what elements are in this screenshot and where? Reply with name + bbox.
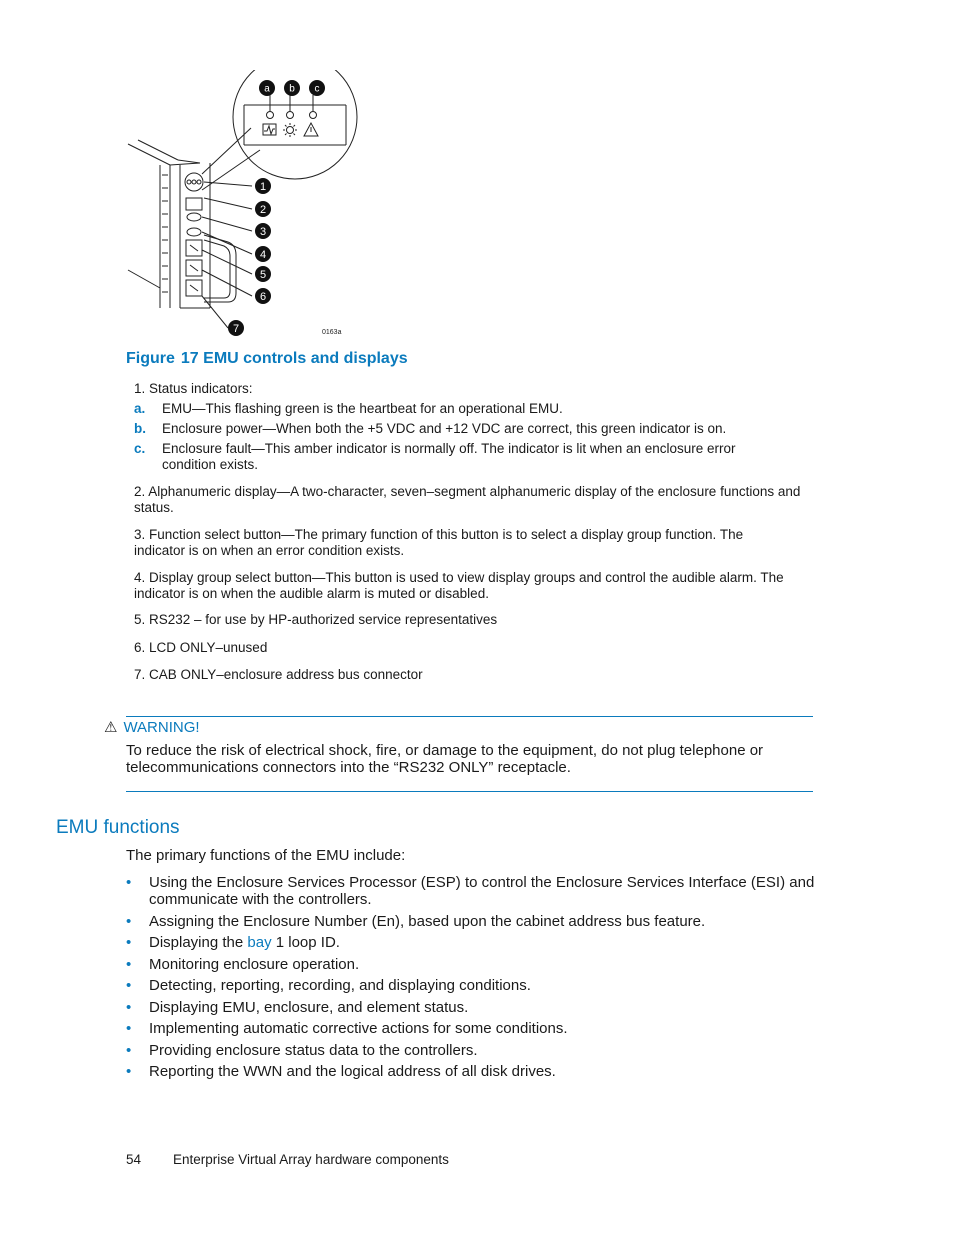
list-item xyxy=(126,1042,816,1059)
list-item xyxy=(126,1063,816,1080)
bay-link[interactable]: bay xyxy=(247,934,272,951)
footer-title: Enterprise Virtual Array hardware components xyxy=(173,1152,449,1167)
list-item xyxy=(126,913,816,930)
bullet-icon: • xyxy=(126,955,132,973)
legend-letter-c: c. xyxy=(134,441,146,456)
callout-3: 3 xyxy=(259,226,267,238)
bullet-icon: • xyxy=(126,977,132,994)
warning-icon: ⚠ xyxy=(104,719,118,736)
list-item-text-after: 1 loop ID. xyxy=(271,934,340,951)
section-heading: EMU functions xyxy=(56,817,180,838)
warning-top-rule xyxy=(126,716,813,717)
warning-body: To reduce the risk of electrical shock, fire, or damage to the equipment, do not plug telephone or telecommunications connectors into the “RS232 ONLY” receptacle. xyxy=(126,742,764,776)
warning-bottom-rule xyxy=(126,791,813,792)
list-item xyxy=(126,1020,816,1037)
figure-caption xyxy=(126,350,408,368)
indicator-c-badge xyxy=(309,80,325,96)
legend-status-heading: 1. Status indicators: xyxy=(134,381,253,396)
figure-code: 0163a xyxy=(322,329,342,336)
bullet-icon: • xyxy=(126,998,132,1016)
bullet-icon: • xyxy=(126,912,132,930)
list-item xyxy=(126,934,816,951)
functions-list xyxy=(126,874,816,1085)
callout-4: 4 xyxy=(259,249,267,261)
indicator-label-b: b xyxy=(289,83,295,95)
callout-1: 1 xyxy=(259,181,267,193)
legend-text-b: Enclosure power—When both the +5 VDC and +12 VDC are correct, this green indicator is on. xyxy=(162,421,727,436)
figure-caption-prefix: Figure xyxy=(126,350,175,367)
list-item-text: Assigning the Enclosure Number (En), based upon the cabinet address bus feature. xyxy=(149,912,706,930)
list-item xyxy=(126,874,816,908)
legend-item-2: 2. Alphanumeric display—A two-character, seven–segment alphanumeric display of the enclosure functions and status. xyxy=(134,484,801,515)
section-intro: The primary functions of the EMU include: xyxy=(126,847,406,864)
page-number: 54 xyxy=(126,1152,142,1167)
indicator-b-badge xyxy=(284,80,300,96)
figure-caption-title: EMU controls and displays xyxy=(203,350,408,367)
bullet-icon: • xyxy=(126,1063,132,1080)
callout-5: 5 xyxy=(259,269,267,281)
list-item-text: Monitoring enclosure operation. xyxy=(149,955,360,973)
list-item xyxy=(126,956,816,973)
callout-7: 7 xyxy=(232,323,240,335)
indicator-label-a: a xyxy=(264,83,270,95)
list-item-text: Detecting, reporting, recording, and displaying conditions. xyxy=(149,977,531,994)
callout-6: 6 xyxy=(259,291,267,303)
legend-item-5: 5. RS232 – for use by HP-authorized service representatives xyxy=(134,612,498,627)
legend-text-a: EMU—This flashing green is the heartbeat for an operational EMU. xyxy=(162,401,563,416)
list-item-text: Providing enclosure status data to the controllers. xyxy=(149,1041,478,1059)
list-item-text: Displaying EMU, enclosure, and element status. xyxy=(149,998,469,1016)
list-item-text: Reporting the WWN and the logical address of all disk drives. xyxy=(149,1063,556,1080)
bullet-icon: • xyxy=(126,874,132,891)
indicator-label-c: c xyxy=(314,83,320,95)
list-item xyxy=(126,999,816,1016)
list-item-text: Using the Enclosure Services Processor (ESP) to control the Enclosure Services Interface (ESI) and communicate with the controllers. xyxy=(149,874,815,908)
legend-item-6: 6. LCD ONLY–unused xyxy=(134,640,268,655)
list-item xyxy=(126,977,816,994)
callout-2: 2 xyxy=(259,204,267,216)
emu-figure xyxy=(120,70,370,345)
list-item-text-before: Displaying the xyxy=(149,934,248,951)
warning-title-text: WARNING! xyxy=(123,719,200,736)
list-item-text: Implementing automatic corrective actions for some conditions. xyxy=(149,1020,568,1037)
legend-item-4: 4. Display group select button—This button is used to view display groups and control the audible alarm. The indicator is on when the audible alarm is muted or disabled. xyxy=(134,570,784,601)
bullet-icon: • xyxy=(126,934,132,951)
legend-letter-a: a. xyxy=(134,401,146,416)
legend-text-c: Enclosure fault—This amber indicator is normally off. The indicator is lit when an enclosure error condition exists. xyxy=(162,441,736,472)
legend-letter-b: b. xyxy=(134,421,146,436)
legend-item-3: 3. Function select button—The primary function of this button is to select a display group function. The indicator is on when an error condition exists. xyxy=(134,527,744,558)
figure-caption-number: 17 xyxy=(180,350,199,367)
legend-item-7: 7. CAB ONLY–enclosure address bus connector xyxy=(134,667,423,682)
indicator-a-badge xyxy=(259,80,275,96)
warning-title xyxy=(104,718,200,736)
bullet-icon: • xyxy=(126,1041,132,1059)
bullet-icon: • xyxy=(126,1020,132,1037)
